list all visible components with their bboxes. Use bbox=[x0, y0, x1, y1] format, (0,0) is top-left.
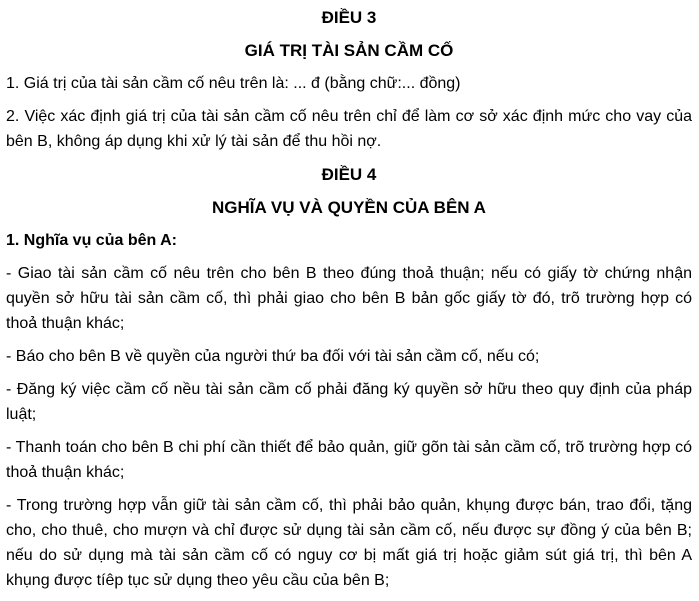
article-3-clause-1: 1. Giá trị của tài sản cầm cố nêu trên là: ... đ (bằng chữ:... đồng) bbox=[6, 75, 461, 92]
article-3-clause-2: 2. Việc xác định giá trị của tài sản cầm cố nêu trên chỉ để làm cơ sở xác định mức cho vay của bên B, không áp dụng khi xử lý tài sản để thu hồi nợ. bbox=[6, 108, 692, 150]
article-4-obligation-item-4: - Thanh toán cho bên B chi phí cần thiết để bảo quản, giữ gõn tài sản cầm cố, trõ trường hợp có thoả thuận khác; bbox=[6, 439, 692, 481]
article-4-heading: ĐIỀU 4 bbox=[321, 165, 377, 184]
article-3-heading: ĐIỀU 3 bbox=[321, 8, 377, 27]
article-4-obligation-item-5: - Trong trường hợp vẫn giữ tài sản cầm cố, thì phải bảo quản, khụng được bán, trao đổi, tặng cho, cho thuê, cho mượn và chỉ được sử dụng tài sản cầm cố, nếu được sự đồng ý của bên B; nếu do sử dụng mà tài sản cầm cố có nguy cơ bị mất giá trị hoặc giảm sút giá trị, thì bên A khụng được tíêp tục sử dụng theo yêu cầu của bên B; bbox=[6, 497, 692, 589]
article-4-title: NGHĨA VỤ VÀ QUYỀN CỦA BÊN A bbox=[212, 198, 486, 217]
article-4-obligation-item-3: - Đăng ký việc cầm cố nều tài sản cầm cố phải đăng ký quyền sở hữu theo quy định của pháp luật; bbox=[6, 381, 692, 423]
article-4-obligation-item-1: - Giao tài sản cầm cố nêu trên cho bên B theo đúng thoả thuận; nếu có giấy tờ chứng nhận quyền sở hữu tài sản cầm cố, thì phải giao cho bên B bản gốc giấy tờ đó, trõ trường hợp có thoả thuận khác; bbox=[6, 265, 692, 332]
article-4-obligations-lead: 1. Nghĩa vụ của bên A: bbox=[6, 232, 177, 249]
article-4-obligation-item-2: - Báo cho bên B về quyền của người thứ ba đối với tài sản cầm cố, nếu có; bbox=[6, 348, 540, 365]
article-3-title: GIÁ TRỊ TÀI SẢN CẦM CỐ bbox=[244, 41, 454, 60]
